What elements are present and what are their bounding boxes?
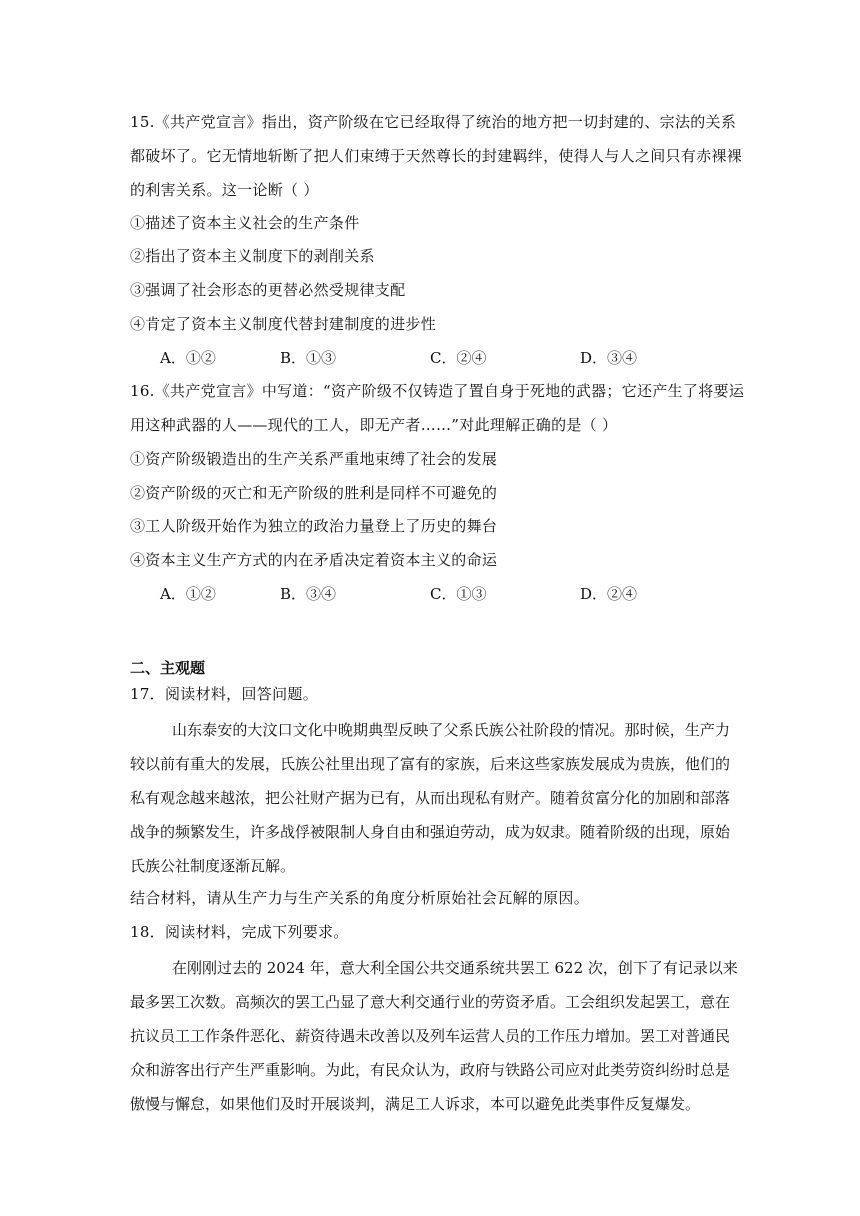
q17-material-line-2: 较以前有重大的发展，氏族公社里出现了富有的家族，后来这些家族发展成为贵族，他们的 <box>130 755 731 773</box>
q15-stem-line-1: 15.《共产党宣言》指出，资产阶级在它已经取得了统治的地方把一切封建的、宗法的关系 <box>130 113 737 131</box>
q16-statement-3: ③工人阶级开始作为独立的政治力量登上了历史的舞台 <box>130 517 498 535</box>
q16-statement-4: ④资本主义生产方式的内在矛盾决定着资本主义的命运 <box>130 551 498 569</box>
q15-statement-1: ①描述了资本主义社会的生产条件 <box>130 214 360 232</box>
q17-task: 结合材料，请从生产力与生产关系的角度分析原始社会瓦解的原因。 <box>130 889 590 907</box>
q17-material-line-3: 私有观念越来越浓，把公社财产据为已有，从而出现私有财产。随着贫富分化的加剧和部落 <box>130 789 731 807</box>
section-heading: 二、主观题 <box>130 659 206 677</box>
q18-material-line-3: 抗议员工工作条件恶化、薪资待遇未改善以及列车运营人员的工作压力增加。罢工对普通民 <box>130 1027 731 1045</box>
q16-stem-line-2: 用这种武器的人——现代的工人，即无产者……”对此理解正确的是（ ） <box>130 416 618 434</box>
q18-material-line-5: 傲慢与懈怠，如果他们及时开展谈判，满足工人诉求，本可以避免此类事件反复爆发。 <box>130 1095 701 1113</box>
q18-prompt: 18．阅读材料，完成下列要求。 <box>130 923 349 941</box>
q15-stem-line-2: 都破坏了。它无情地斩断了把人们束缚于天然尊长的封建羁绊，使得人与人之间只有赤裸裸 <box>130 147 743 165</box>
q18-material-line-4: 众和游客出行产生严重影响。为此，有民众认为，政府与铁路公司应对此类劳资纠纷时总是 <box>130 1061 731 1079</box>
q15-statement-2: ②指出了资本主义制度下的剥削关系 <box>130 247 375 265</box>
q18-material-line-2: 最多罢工次数。高频次的罢工凸显了意大利交通行业的劳资矛盾。工会组织发起罢工，意在 <box>130 993 731 1011</box>
q16-option-c[interactable]: C．①③ <box>430 585 487 603</box>
q16-option-b[interactable]: B．③④ <box>280 585 337 603</box>
q16-statement-2: ②资产阶级的灭亡和无产阶级的胜利是同样不可避免的 <box>130 484 498 502</box>
q15-option-c[interactable]: C．②④ <box>430 349 487 367</box>
q18-material-line-1: 在刚刚过去的 2024 年，意大利全国公共交通系统共罢工 622 次，创下了有记录以来 <box>172 959 738 977</box>
q15-statement-4: ④肯定了资本主义制度代替封建制度的进步性 <box>130 315 437 333</box>
q15-option-b[interactable]: B．①③ <box>280 349 337 367</box>
q17-material-line-1: 山东泰安的大汶口文化中晚期典型反映了父系氏族公社阶段的情况。那时候，生产力 <box>172 721 730 739</box>
q15-statement-3: ③强调了社会形态的更替必然受规律支配 <box>130 281 406 299</box>
q15-option-a[interactable]: A．①② <box>160 349 216 367</box>
q17-material-line-4: 战争的频繁发生，许多战俘被限制人身自由和强迫劳动，成为奴隶。随着阶级的出现，原始 <box>130 823 731 841</box>
q16-option-a[interactable]: A．①② <box>160 585 216 603</box>
q16-option-d[interactable]: D．②④ <box>580 585 638 603</box>
q15-stem-line-3: 的利害关系。这一论断（ ） <box>130 181 319 199</box>
q17-material-line-5: 氏族公社制度逐渐瓦解。 <box>130 857 296 875</box>
q16-stem-line-1: 16.《共产党宣言》中写道：“资产阶级不仅铸造了置自身于死地的武器；它还产生了将要运 <box>130 382 745 400</box>
q16-statement-1: ①资产阶级锻造出的生产关系严重地束缚了社会的发展 <box>130 450 498 468</box>
q15-option-d[interactable]: D．③④ <box>580 349 638 367</box>
q17-prompt: 17．阅读材料，回答问题。 <box>130 685 318 703</box>
